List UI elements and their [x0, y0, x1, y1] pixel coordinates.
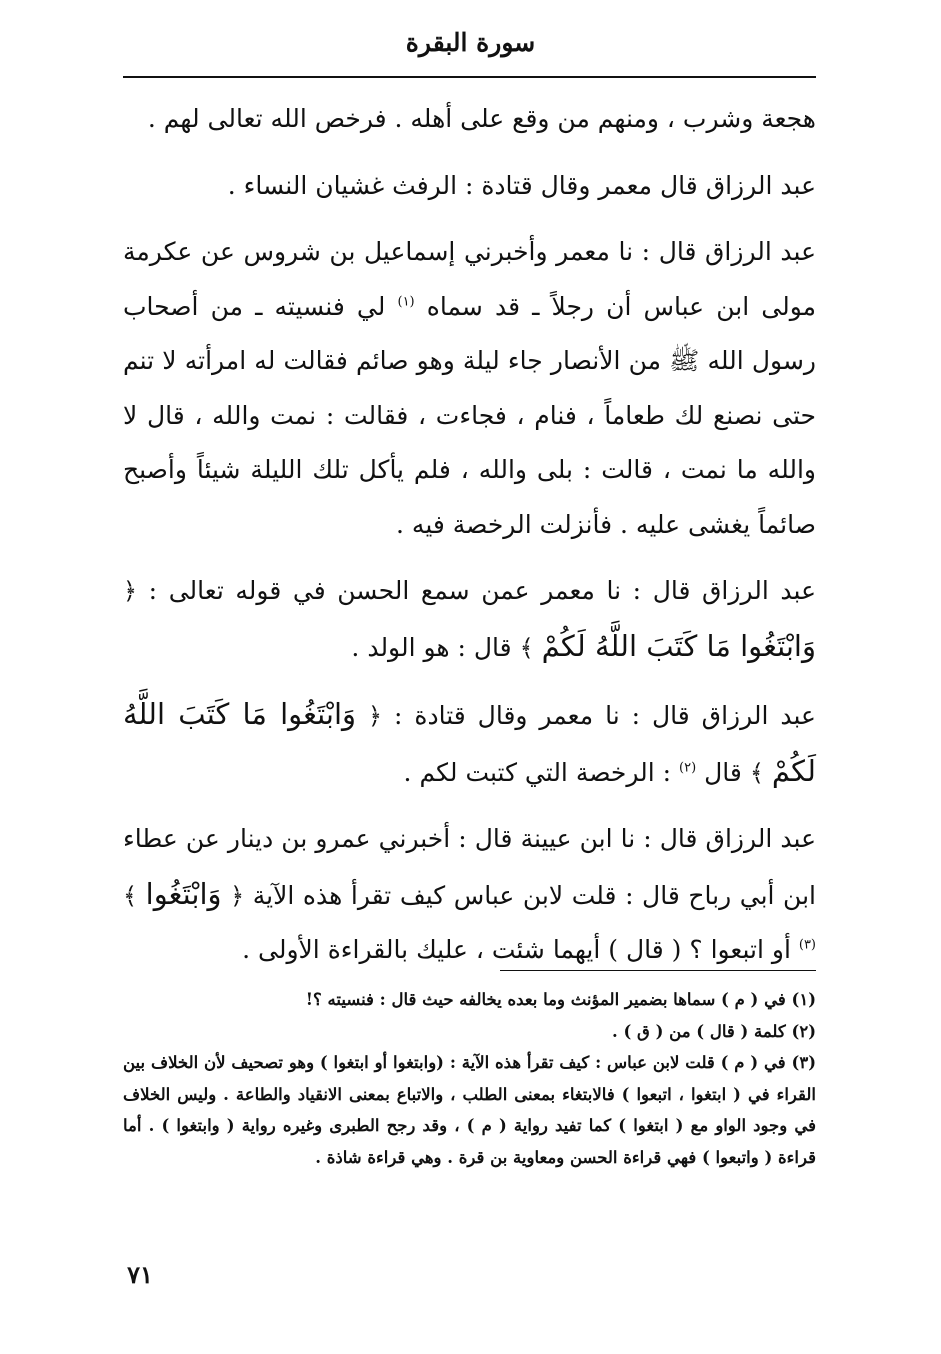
paragraph-5-part-c: : الرخصة التي كتبت لكم .: [403, 757, 672, 787]
ornate-bracket-open: ﴿: [230, 881, 245, 910]
paragraph-3-part-b: لي فنسيته ـ من أصحاب رسول الله ﷺ من الأنصار جاء ليلة وهو صائم فقالت له امرأته لا تنم حتى نصنع لك طعاماً ، فنام ، فجاءت ، فقالت : نمت والله ، قال لا والله ما نمت ، قالت : بلى والله ، فلم يأكل تلك الليلة شيئاً وأصبح صائماً يغشى عليه . فأنزلت الرخصة فيه .: [123, 291, 816, 539]
paragraph-4: [123, 564, 816, 675]
footnote-ref-2[interactable]: (٢): [679, 760, 697, 776]
page-number: ٧١: [127, 1260, 153, 1289]
paragraph-2: عبد الرزاق قال معمر وقال قتادة : الرفث غشيان النساء .: [227, 170, 816, 200]
quran-verse: وَابْتَغُوا مَا كَتَبَ اللَّهُ لَكُمْ: [541, 628, 816, 663]
footnote-separator: [500, 970, 816, 971]
running-header-title: سورة البقرة: [405, 28, 536, 57]
main-text: [123, 92, 816, 978]
ornate-bracket-open: ﴿: [123, 577, 138, 605]
paragraph-3: [123, 225, 816, 552]
paragraph-4-part-a: عبد الرزاق قال : نا معمر عمن سمع الحسن في قوله تعالى :: [148, 576, 816, 605]
quran-verse: وَابْتَغُوا مَا كَتَبَ اللَّهُ لَكُمْ: [123, 697, 816, 788]
ornate-bracket-open: ﴿: [367, 702, 383, 730]
footnote-ref-1[interactable]: (١): [397, 294, 415, 310]
paragraph-4-part-b: قال : هو الولد .: [351, 632, 512, 662]
paragraph-5-part-a: عبد الرزاق قال : نا معمر وقال قتادة :: [394, 701, 816, 730]
footnote-3: (٣) في ( م ) قلت لابن عباس : كيف تقرأ هذه الآية : (وابتغوا أو ابتغوا ) وهو تصحيف لأن الخلاف بين القراء في ( ابتغوا ، اتبعوا ) فالابتغاء بمعنى الطلب ، والاتباع بمعنى الانقياد والطاعة . وليس الخلاف في وجود الواو مع ( ابتغوا ) كما تفيد رواية ( م ) ، وقد رجح الطبرى وغيره رواية ( وابتغوا ) . أما قراءة ( واتبعوا ) فهي قراءة الحسن ومعاوية بن قرة . وهي قراءة شاذة .: [123, 1053, 816, 1167]
ornate-bracket-close: ﴾: [123, 881, 138, 910]
quran-verse: وَابْتَغُوا: [145, 876, 222, 911]
footnote-1: (١) في ( م ) سماها بضمير المؤنث وما بعده يخالفه حيث قال : فنسيته ؟!: [305, 990, 816, 1009]
ornate-bracket-close: ﴾: [519, 633, 534, 662]
paragraph-5-part-b: قال: [704, 757, 742, 787]
paragraph-1: هجعة وشرب ، ومنهم من وقع على أهله . فرخص الله تعالى لهم .: [147, 104, 816, 133]
ornate-bracket-close: ﴾: [749, 758, 764, 787]
header-rule: [123, 76, 816, 78]
paragraph-6: [123, 812, 816, 978]
paragraph-5: [123, 687, 816, 800]
paragraph-6-part-b: أو اتبعوا ؟ ( قال ) أيهما شئت ، عليك بالقراءة الأولى .: [242, 935, 791, 964]
footnotes: [123, 984, 816, 1173]
paragraph-3-part-a: عبد الرزاق قال : نا معمر وأخبرني إسماعيل بن شروس عن عكرمة مولى ابن عباس أن رجلاً ـ قد سماه: [123, 237, 817, 321]
footnote-2: (٢) كلمة ( قال ) من ( ق ) .: [612, 1021, 816, 1041]
footnote-ref-3[interactable]: (٣): [798, 937, 816, 953]
paragraph-6-part-a: عبد الرزاق قال : نا ابن عيينة قال : أخبرني عمرو بن دينار عن عطاء ابن أبي رباح قال : قلت لابن عباس كيف تقرأ هذه الآية: [123, 824, 816, 910]
